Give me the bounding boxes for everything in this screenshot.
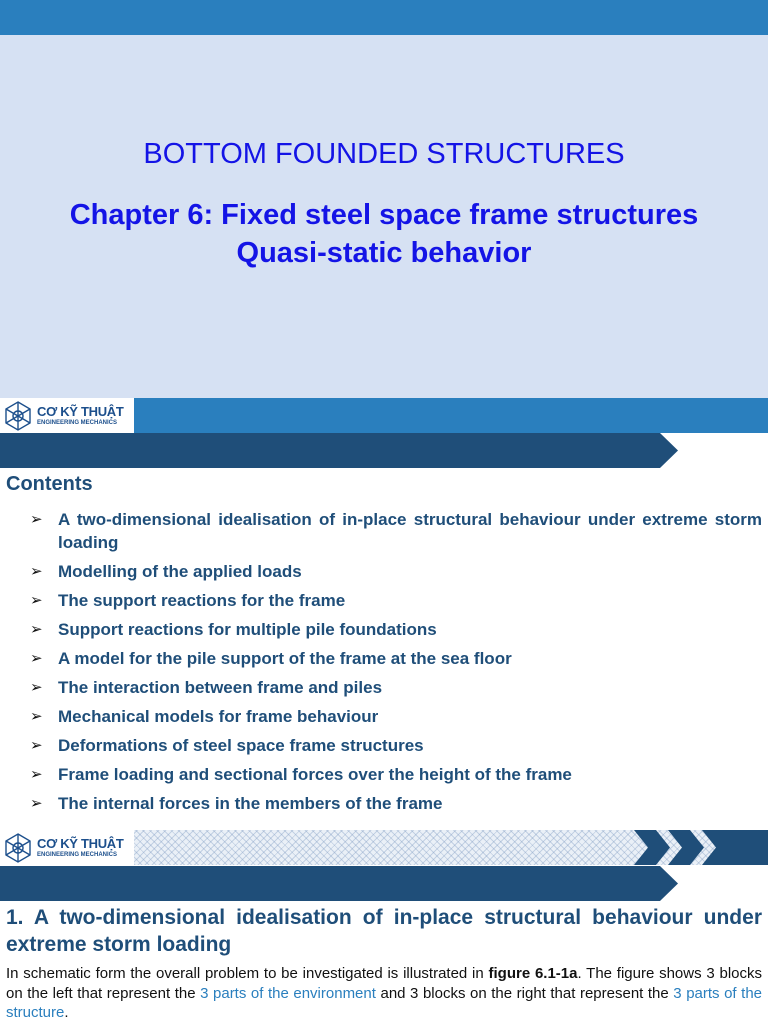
logo (0, 398, 134, 433)
arrow-bullet-icon: ➢ (30, 650, 43, 667)
arrow-bullet-icon: ➢ (30, 766, 43, 783)
para-text: and 3 blocks on the right that represent the (375, 984, 674, 1002)
main-title: BOTTOM FOUNDED STRUCTURES (143, 138, 625, 170)
contents-heading: Contents (6, 473, 93, 495)
section-paragraph (6, 964, 762, 1023)
logo-name: CƠ KỸ THUẬT (37, 403, 124, 419)
contents-item: ➢ Support reactions for multiple pile foundations (30, 620, 437, 639)
contents-item: ➢ The interaction between frame and piles (30, 678, 383, 697)
contents-item: ➢ Deformations of steel space frame structures (30, 736, 424, 755)
logo-lower (0, 830, 134, 865)
contents-item: ➢ Mechanical models for frame behaviour (30, 707, 379, 726)
arrow-bullet-icon: ➢ (30, 592, 43, 609)
contents-list (30, 508, 762, 821)
logo-subtitle: ENGINEERING MECHANICS (37, 851, 118, 858)
arrow-bullet-icon: ➢ (30, 621, 43, 638)
arrow-bullet-icon: ➢ (30, 795, 43, 812)
contents-item: ➢ The internal forces in the members of the frame (30, 794, 443, 813)
para-text: . The figure shows 3 blocks on the left that represent the (6, 965, 762, 1002)
contents-item: ➢ Modelling of the applied loads (30, 562, 302, 581)
arrow-bullet-icon: ➢ (30, 737, 43, 754)
logo-hexagon-icon (2, 400, 34, 432)
divider-arrow-band (0, 433, 678, 468)
arrow-bullet-icon: ➢ (30, 511, 43, 528)
chapter-title-line: Chapter 6: Fixed steel space frame structures (69, 199, 699, 231)
logo-hexagon-icon (2, 832, 34, 864)
divider-arrow-band-lower (0, 866, 678, 901)
logo-name: CƠ KỸ THUẬT (37, 835, 124, 851)
para-text: In schematic form the overall problem to be investigated is illustrated in (6, 965, 489, 982)
contents-item: ➢ Frame loading and sectional forces over the height of the frame (30, 765, 572, 784)
logo-subtitle: ENGINEERING MECHANICS (37, 419, 118, 426)
contents-item: ➢ The support reactions for the frame (30, 591, 346, 610)
top-header-strip (0, 0, 768, 35)
figure-reference: figure 6.1-1a (488, 965, 578, 982)
chapter-subtitle-line: Quasi-static behavior (236, 237, 532, 269)
contents-item: ➢ A model for the pile support of the frame at the sea floor (30, 649, 512, 668)
arrow-bullet-icon: ➢ (30, 563, 43, 580)
chapter-title (0, 196, 768, 272)
arrow-bullet-icon: ➢ (30, 708, 43, 725)
section-heading: 1. A two-dimensional idealisation of in-place structural behaviour under extreme storm loading (6, 906, 762, 956)
contents-item: ➢ A two-dimensional idealisation of in-place structural behaviour under extreme storm loading (30, 510, 762, 552)
arrow-bullet-icon: ➢ (30, 679, 43, 696)
structure-link[interactable]: 3 parts of the structure (6, 984, 763, 1021)
chevron-arrows-icon (634, 830, 768, 865)
para-text: . (64, 1004, 69, 1021)
environment-link[interactable]: 3 parts of the environment (200, 984, 376, 1002)
